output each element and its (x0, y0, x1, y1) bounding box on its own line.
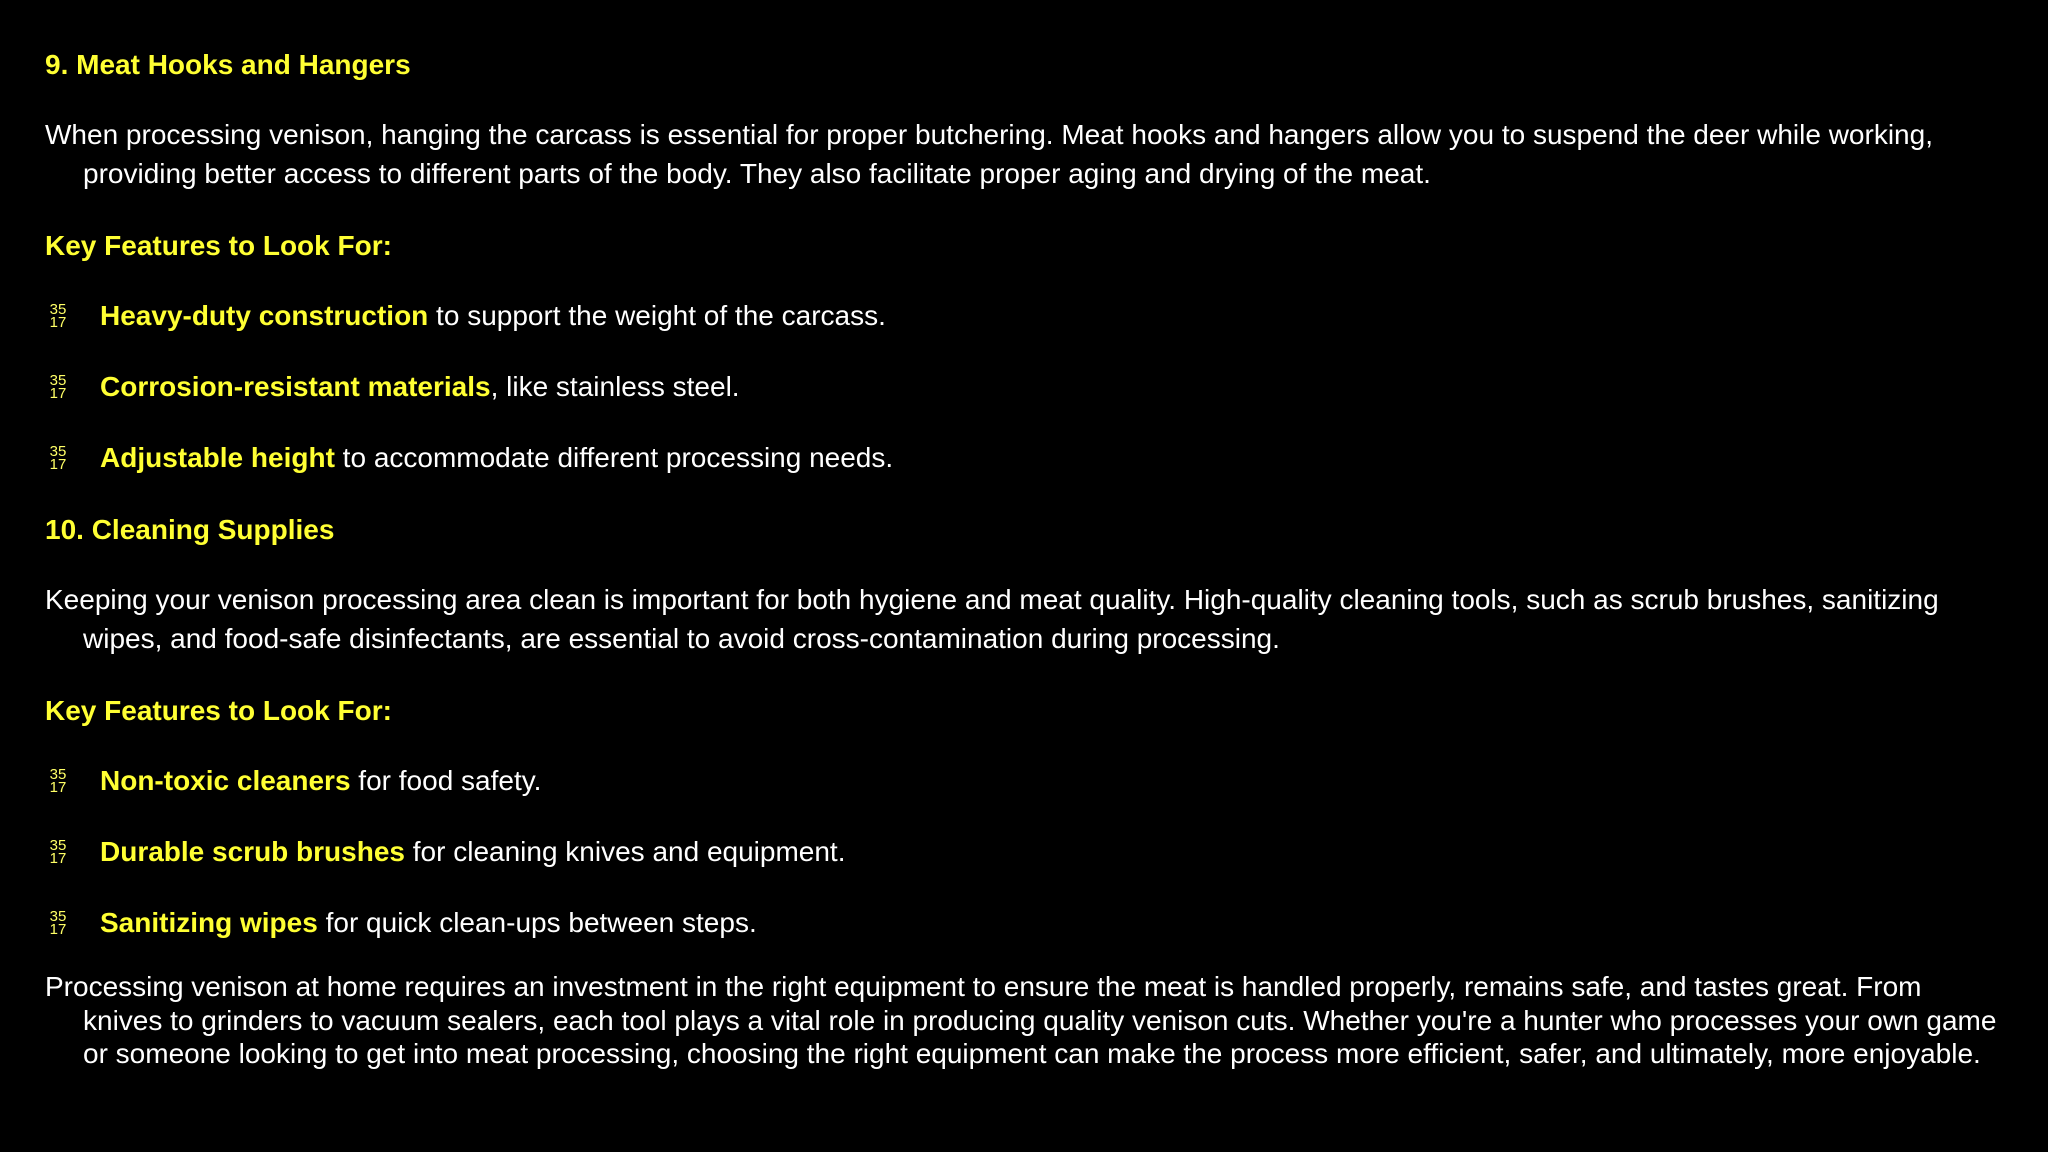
list-item-term: Heavy-duty construction (100, 300, 429, 331)
conclusion-paragraph: Processing venison at home requires an investment in the right equipment to ensure the meat is handled properly, remains safe, and tastes great. From knives to grinders to vacuum sealers, each tool plays a vital role in producing quality venison cuts. Whether you're a hunter who processes your own game or someone looking to get into meat processing, choosing the right equipment can make the process more efficient, safer, and ultimately, more enjoyable. (45, 971, 1997, 1069)
list-item-term: Adjustable height (100, 442, 335, 473)
bullet-marker-icon: 35 17 (49, 908, 67, 938)
bullet-marker-icon: 35 17 (49, 443, 67, 473)
features-heading-cleaning-supplies: Key Features to Look For: (45, 695, 392, 726)
list-item (45, 906, 1845, 946)
section-heading-meat-hooks: 9. Meat Hooks and Hangers (45, 49, 411, 80)
list-item (45, 835, 1845, 875)
list-item-text (100, 906, 757, 940)
list-item-description: to support the weight of the carcass. (428, 300, 886, 331)
bullet-marker-icon: 35 17 (49, 766, 67, 796)
list-item-text (100, 299, 886, 333)
bullet-marker-icon: 35 17 (49, 372, 67, 402)
section-paragraph-cleaning-supplies: Keeping your venison processing area clean is important for both hygiene and meat quality. High-quality cleaning tools, such as scrub brushes, sanitizing wipes, and food-safe disinfectants, are essential to avoid cross-contamination during processing. (45, 584, 1939, 654)
list-item-text (100, 764, 541, 798)
list-item (45, 299, 1845, 339)
list-item-term: Sanitizing wipes (100, 907, 318, 938)
list-item-term: Durable scrub brushes (100, 836, 405, 867)
list-item-term: Corrosion-resistant materials (100, 371, 491, 402)
list-item-description: for cleaning knives and equipment. (404, 836, 846, 867)
section-paragraph-meat-hooks: When processing venison, hanging the carcass is essential for proper butchering. Meat hooks and hangers allow you to suspend the deer while working, providing better access to different parts of the body. They also facilitate proper aging and drying of the meat. (45, 119, 1933, 189)
features-heading-meat-hooks: Key Features to Look For: (45, 230, 392, 261)
list-item (45, 764, 1845, 804)
section-heading-cleaning-supplies: 10. Cleaning Supplies (45, 514, 335, 545)
list-item-description: , like stainless steel. (490, 371, 740, 402)
list-item-text (100, 441, 893, 475)
list-item-description: for quick clean-ups between steps. (317, 907, 757, 938)
list-item (45, 370, 1845, 410)
list-item (45, 441, 1845, 481)
list-item-text (100, 370, 740, 404)
bullet-marker-icon: 35 17 (49, 301, 67, 331)
list-item-term: Non-toxic cleaners (100, 765, 351, 796)
list-item-text (100, 835, 845, 869)
list-item-description: to accommodate different processing needs. (334, 442, 894, 473)
bullet-marker-icon: 35 17 (49, 837, 67, 867)
list-item-description: for food safety. (350, 765, 542, 796)
